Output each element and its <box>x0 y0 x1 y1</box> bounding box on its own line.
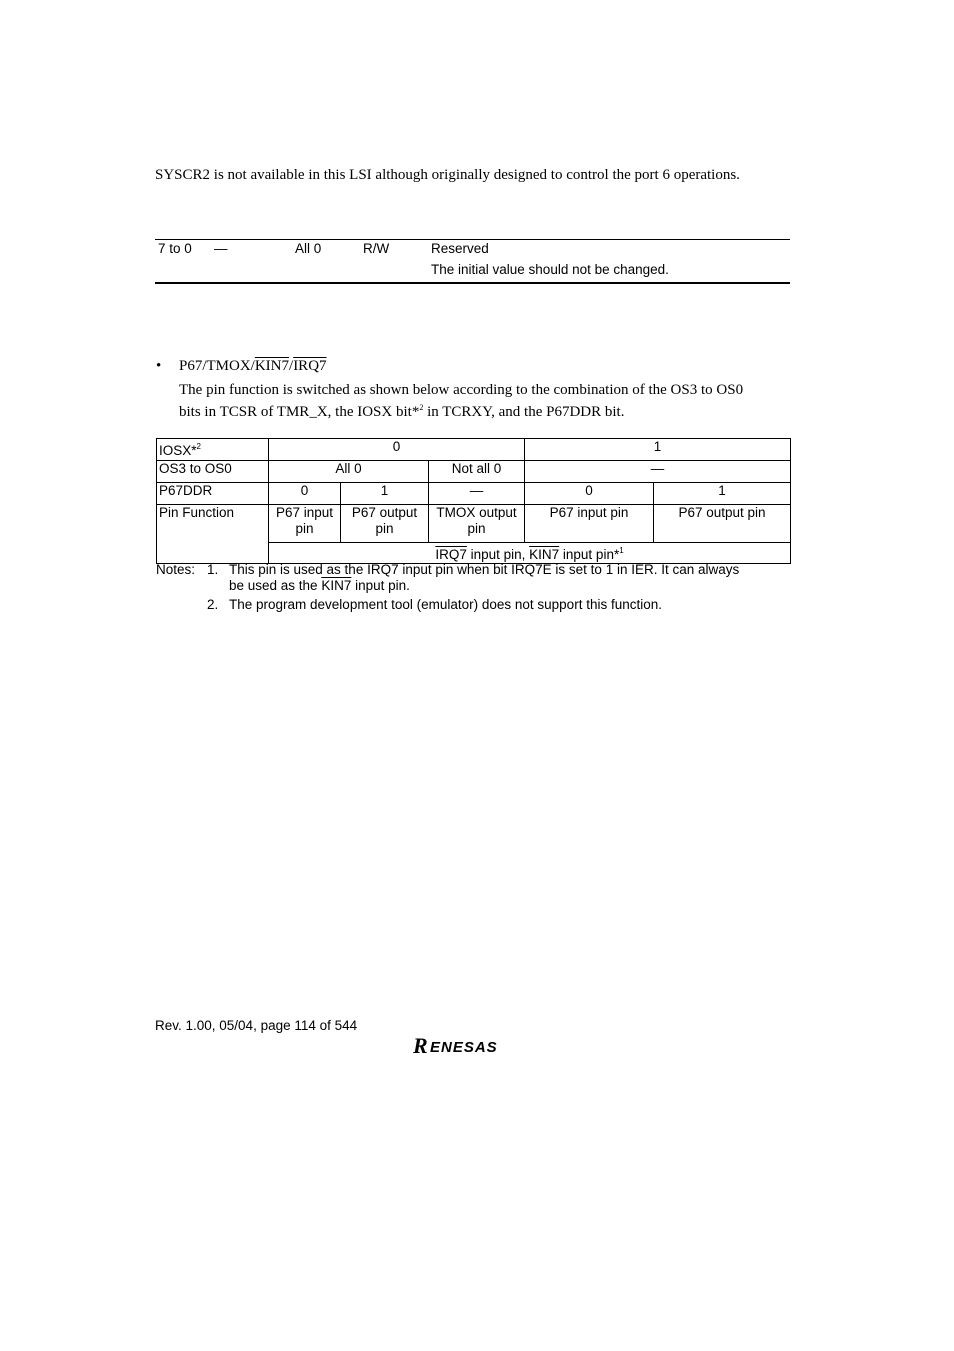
renesas-logo-icon <box>412 1036 534 1056</box>
para-line2-a: bits in TCSR of TMR_X, the IOSX bit <box>179 404 412 420</box>
page-footer-info: Rev. 1.00, 05/04, page 114 of 544 <box>155 1018 358 1033</box>
iosx-value-1: 1 <box>525 439 791 461</box>
pin-fn-c1: P67 input pin <box>269 505 341 543</box>
table-row-pin-function <box>157 505 791 543</box>
pin-fn-c3: TMOX output pin <box>429 505 525 543</box>
table-row-iosx <box>157 439 791 461</box>
note-1-line2-a: be used as the <box>229 578 322 593</box>
row-label-os: OS3 to OS0 <box>157 461 269 483</box>
para-footnote-num: 2 <box>419 403 424 412</box>
bit-table-bottom-rule <box>155 282 790 284</box>
p67ddr-c2: 1 <box>341 483 429 505</box>
pin-paragraph-line1: The pin function is switched as shown below according to the combination of the OS3 to OS0 <box>179 382 744 398</box>
os-dash: — <box>525 461 791 483</box>
note-1-line2-b: input pin. <box>351 578 410 593</box>
bit-number: 7 to 0 <box>158 241 192 256</box>
irq-kin-sup: 1 <box>619 546 624 555</box>
note-1-line2 <box>229 578 410 593</box>
notes-label: Notes: <box>156 562 196 577</box>
bit-description-detail: The initial value should not be changed. <box>431 262 669 277</box>
renesas-logo <box>412 1036 534 1061</box>
p67ddr-c5: 1 <box>654 483 791 505</box>
renesas-logo-rest: ENESAS <box>430 1039 498 1056</box>
pin-heading-irq7: IRQ7 <box>293 358 327 374</box>
renesas-logo-r: R <box>413 1036 428 1056</box>
pin-heading-prefix: P67/TMOX/ <box>179 358 255 374</box>
iosx-sup: 2 <box>196 442 201 451</box>
table-row-os <box>157 461 791 483</box>
os-all-0: All 0 <box>269 461 429 483</box>
note-2-number: 2. <box>207 597 219 612</box>
intro-paragraph: SYSCR2 is not available in this LSI although originally designed to control the port 6 operations. <box>155 167 740 183</box>
kin7-input-text: input pin <box>559 547 614 562</box>
para-footnote-star: * <box>411 404 420 420</box>
row-label-pin-function: Pin Function <box>157 505 269 564</box>
p67ddr-c4: 0 <box>525 483 654 505</box>
os-not-all-0: Not all 0 <box>429 461 525 483</box>
kin7-overline: KIN7 <box>529 547 560 562</box>
note-1-number: 1. <box>207 562 219 577</box>
pin-fn-c4: P67 input pin <box>525 505 654 543</box>
iosx-value-0: 0 <box>269 439 525 461</box>
para-line2-b: in TCRXY, and the P67DDR bit. <box>423 404 625 420</box>
pin-function-table <box>156 438 791 564</box>
pin-heading-kin7: KIN7 <box>254 358 290 374</box>
irq7-input-text: input pin, <box>466 547 530 562</box>
pin-heading-slash: / <box>289 358 294 374</box>
irq-kin-cell <box>269 543 791 564</box>
row-label-iosx <box>157 439 269 461</box>
irq-kin-star: * <box>613 547 620 562</box>
note-1-line1: This pin is used as the IRQ7 input pin when bit IRQ7E is set to 1 in IER. It can always <box>229 562 740 577</box>
p67ddr-c1: 0 <box>269 483 341 505</box>
bit-table-top-rule <box>155 239 790 240</box>
bullet-marker: • <box>156 358 162 374</box>
irq7-overline: IRQ7 <box>435 547 467 562</box>
p67ddr-c3: — <box>429 483 525 505</box>
iosx-star: * <box>191 443 197 458</box>
iosx-label: IOSX <box>159 443 192 458</box>
bit-description-title: Reserved <box>431 241 489 256</box>
initial-value: All 0 <box>295 241 322 256</box>
note-1-kin7: KIN7 <box>321 578 352 593</box>
pin-fn-c5: P67 output pin <box>654 505 791 543</box>
read-write: R/W <box>363 241 390 256</box>
note-2-text: The program development tool (emulator) does not support this function. <box>229 597 662 612</box>
pin-fn-c2: P67 output pin <box>341 505 429 543</box>
table-row-p67ddr <box>157 483 791 505</box>
pin-paragraph-line2 <box>179 403 624 421</box>
pin-heading <box>179 358 327 375</box>
row-label-p67ddr: P67DDR <box>157 483 269 505</box>
bit-name: — <box>214 241 228 256</box>
